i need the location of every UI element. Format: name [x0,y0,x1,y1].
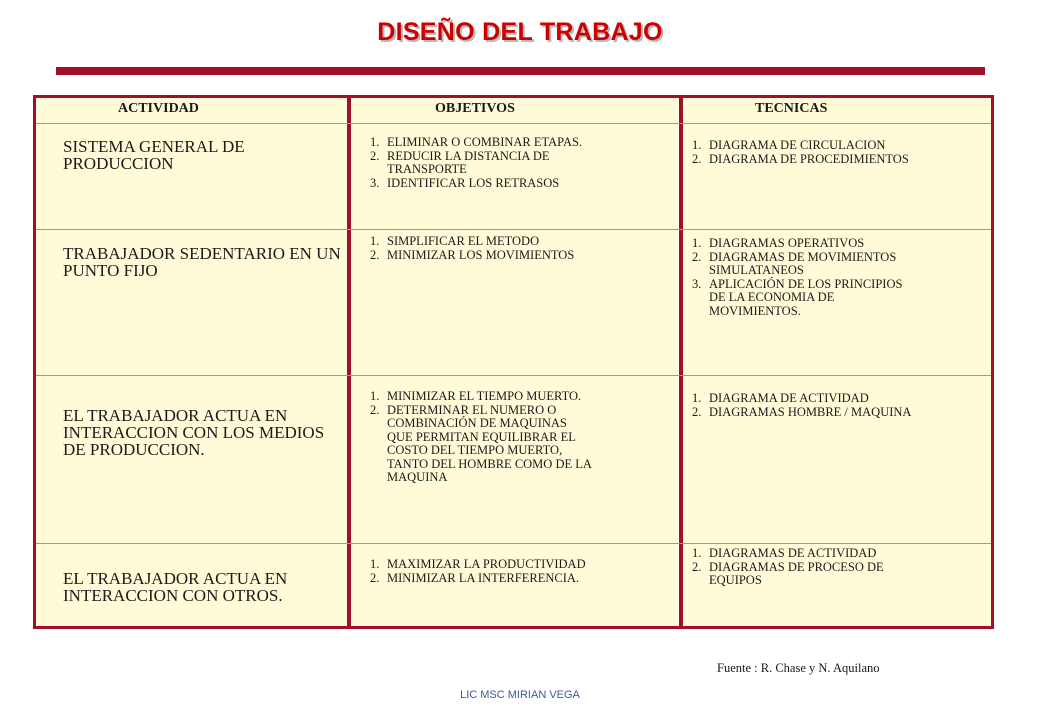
techniques-row-1 [692,139,917,166]
list-item: 2. MINIMIZAR LOS MOVIMIENTOS [370,247,575,262]
column-divider-1 [347,98,351,626]
header-objectives: OBJETIVOS [435,101,515,116]
objectives-row-1 [370,136,592,190]
footer-author: LIC MSC MIRIAN VEGA [460,689,580,701]
list-item: 1. DIAGRAMA DE CIRCULACION [692,138,886,152]
list-item: 2. DETERMINAR EL NUMERO O COMBINACIÓN DE MAQUINAS QUE PERMITAN EQUILIBRAR EL COSTO DEL TIEMPO MUERTO, TANTO DEL HOMBRE COMO DE LA MAQUINA [370,402,592,484]
list-item: 1. ELIMINAR O COMBINAR ETAPAS. [370,135,583,149]
header-divider [36,123,991,124]
row-divider-3 [36,543,991,544]
list-item: 2. DIAGRAMA DE PROCEDIMIENTOS [692,151,909,166]
row-divider-2 [36,375,991,376]
title-underline [56,67,985,75]
list-item: 1. DIAGRAMA DE ACTIVIDAD [692,391,869,405]
list-item: 1. MINIMIZAR EL TIEMPO MUERTO. [370,389,582,403]
activity-row-1: SISTEMA GENERAL DE PRODUCCION [63,137,245,173]
list-item: 1. SIMPLIFICAR EL METODO [370,234,540,248]
techniques-row-3 [692,392,917,419]
source-note: Fuente : R. Chase y N. Aquilano [717,661,880,675]
header-activity: ACTIVIDAD [118,101,199,116]
list-item: 3. APLICACIÓN DE LOS PRINCIPIOS DE LA ECONOMIA DE MOVIMIENTOS. [692,276,903,318]
activity-row-3: EL TRABAJADOR ACTUA EN INTERACCION CON LOS MEDIOS DE PRODUCCION. [63,406,325,459]
techniques-row-4 [692,547,917,588]
list-item: 1. MAXIMIZAR LA PRODUCTIVIDAD [370,557,586,571]
objectives-row-3 [370,390,592,485]
techniques-row-2 [692,237,917,318]
activity-row-4: EL TRABAJADOR ACTUA EN INTERACCION CON OTROS. [63,569,288,605]
column-divider-2 [679,98,683,626]
work-design-table [33,95,994,629]
list-item: 2. REDUCIR LA DISTANCIA DE TRANSPORTE [370,148,550,176]
list-item: 2. DIAGRAMAS HOMBRE / MAQUINA [692,404,912,419]
list-item: 3. IDENTIFICAR LOS RETRASOS [370,175,560,190]
objectives-row-2 [370,235,592,262]
activity-row-2: TRABAJADOR SEDENTARIO EN UN PUNTO FIJO [63,244,341,280]
row-divider-1 [36,229,991,230]
list-item: 2. DIAGRAMAS DE PROCESO DE EQUIPOS [692,559,884,587]
list-item: 2. MINIMIZAR LA INTERFERENCIA. [370,570,580,585]
list-item: 1. DIAGRAMAS OPERATIVOS [692,236,865,250]
header-techniques: TECNICAS [755,101,828,116]
objectives-row-4 [370,558,592,585]
list-item: 1. DIAGRAMAS DE ACTIVIDAD [692,546,877,560]
page-title: DISEÑO DEL TRABAJO [377,18,663,46]
list-item: 2. DIAGRAMAS DE MOVIMIENTOS SIMULATANEOS [692,249,897,277]
